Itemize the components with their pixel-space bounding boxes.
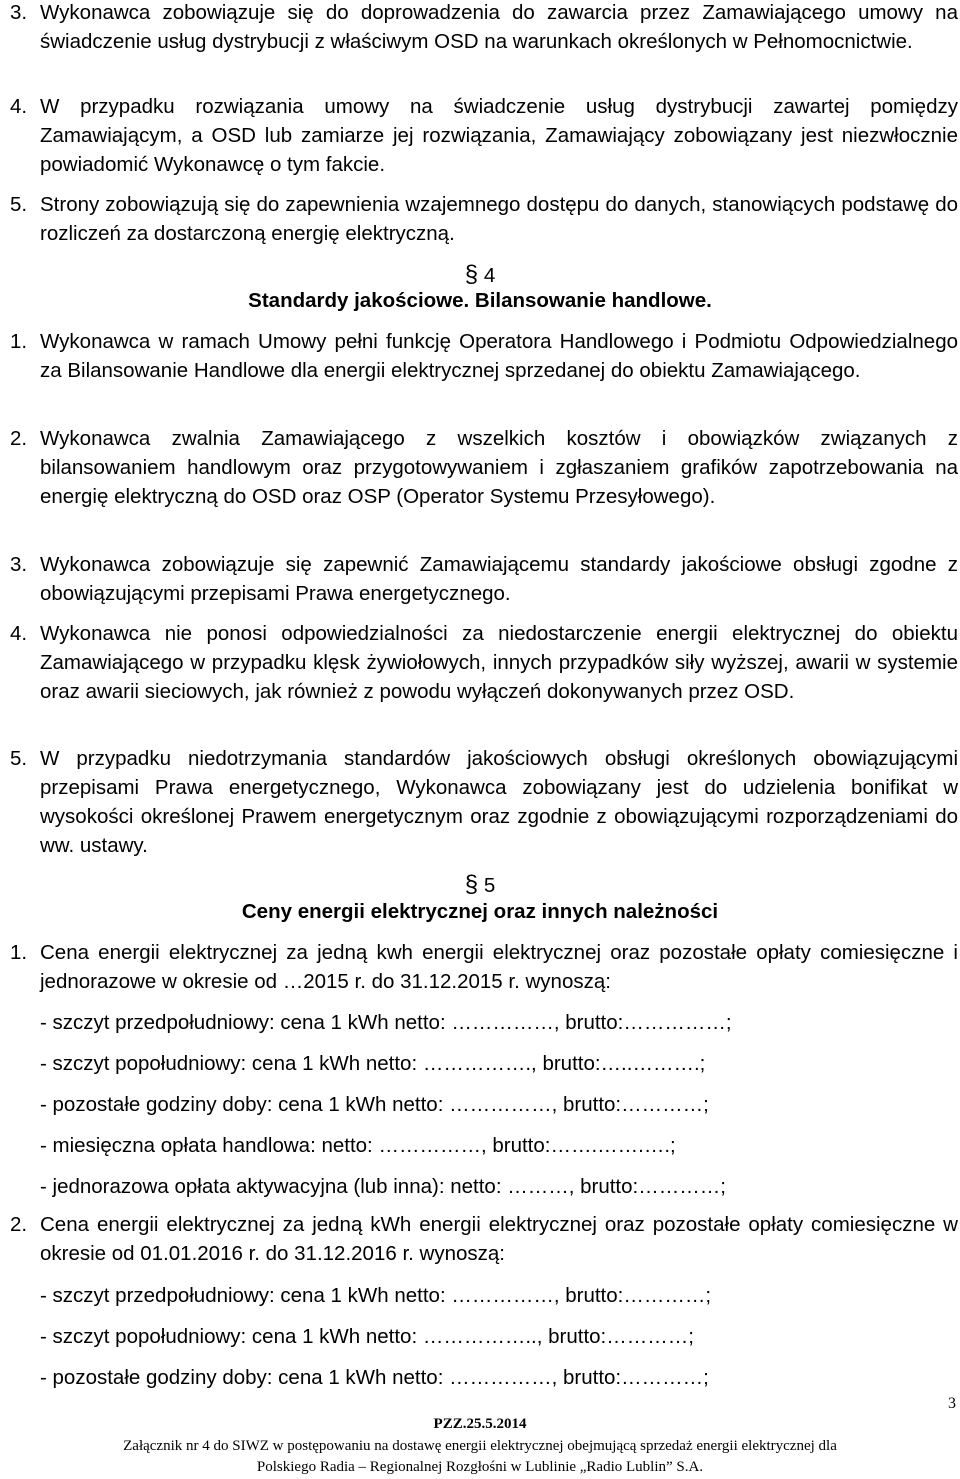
item-text: W przypadku niedotrzymania standardów jakościowych obsługi określonych obowiązującymi przepisami Prawa energetycznego, Wykonawca zobowiązany jest do udzielenia bonifikat w wysokości określonej Prawem energetycznym oraz zgodnie z obowiązującymi rozporządzeniami do ww. ustawy.: [40, 747, 958, 857]
price-line: - pozostałe godziny doby: cena 1 kWh netto: ……………, brutto:…………;: [40, 1366, 709, 1389]
section-number: 5: [483, 874, 496, 897]
paragraph-5: [10, 190, 958, 248]
item-text: W przypadku rozwiązania umowy na świadczenie usług dystrybucji zawartej pomiędzy Zamawiającym, a OSD lub zamiarze jej rozwiązania, Zamawiający zobowiązany jest niezwłocznie powiadomić Wykonawcę o tym fakcie.: [40, 95, 958, 176]
price-line: - pozostałe godziny doby: cena 1 kWh netto: ……………, brutto:…………;: [40, 1093, 709, 1116]
price-line: - szczyt przedpołudniowy: cena 1 kWh netto: ……………, brutto:…………;: [40, 1284, 712, 1307]
item-number: 2.: [10, 427, 28, 450]
item-number: 5.: [10, 747, 28, 770]
section-sign: §: [464, 261, 479, 288]
paragraph-4: [10, 92, 958, 179]
page-number: 3: [948, 1395, 956, 1412]
paragraph-3: [10, 0, 958, 56]
s4-paragraph-2: [10, 424, 958, 511]
item-text: Wykonawca nie ponosi odpowiedzialności za niedostarczenie energii elektrycznej do obiektu Zamawiającego w przypadku klęsk żywiołowych, innych przypadków siły wyższej, awarii w systemie oraz awarii sieciowych, jak również z powodu wyłączeń dokonywanych przez OSD.: [40, 622, 958, 703]
s4-paragraph-3: [10, 550, 958, 608]
s4-paragraph-5: [10, 744, 958, 860]
item-text: Cena energii elektrycznej za jedną kWh energii elektrycznej oraz pozostałe opłaty comiesięczne w okresie od 01.01.2016 r. do 31.12.2016 r. wynoszą:: [40, 1213, 958, 1265]
item-text: Strony zobowiązują się do zapewnienia wzajemnego dostępu do danych, stanowiących podstawę do rozliczeń za dostarczoną energię elektryczną.: [40, 193, 958, 245]
section-5-title: Ceny energii elektrycznej oraz innych należności: [241, 900, 719, 923]
section-4-number: [0, 262, 960, 289]
s5-paragraph-2: [10, 1210, 958, 1268]
item-text: Wykonawca zobowiązuje się zapewnić Zamawiającemu standardy jakościowe obsługi zgodne z obowiązującymi przepisami Prawa energetycznego.: [40, 553, 958, 605]
item-text: Wykonawca zobowiązuje się do doprowadzenia do zawarcia przez Zamawiającego umowy na świadczenie usług dystrybucji z właściwym OSD na warunkach określonych w Pełnomocnictwie.: [40, 1, 958, 53]
price-line: - szczyt przedpołudniowy: cena 1 kWh netto: ……………, brutto:……………;: [40, 1011, 732, 1034]
item-number: 1.: [10, 330, 28, 353]
footer-document-id: PZZ.25.5.2014: [433, 1416, 527, 1432]
item-number: 2.: [10, 1213, 28, 1236]
section-sign: §: [464, 871, 479, 898]
item-number: 3.: [10, 553, 28, 576]
item-number: 5.: [10, 193, 28, 216]
section-5-number: [0, 872, 960, 899]
s4-paragraph-1: [10, 327, 958, 385]
item-number: 4.: [10, 95, 28, 118]
footer-line-2: Polskiego Radia – Regionalnej Rozgłośni w Lublinie „Radio Lublin” S.A.: [256, 1459, 704, 1475]
footer-line-1: Załącznik nr 4 do SIWZ w postępowaniu na dostawę energii elektrycznej obejmującą sprzedaż energii elektrycznej dla: [123, 1438, 837, 1454]
item-text: Wykonawca w ramach Umowy pełni funkcję Operatora Handlowego i Podmiotu Odpowiedzialnego za Bilansowanie Handlowe dla energii elektrycznej sprzedanej do obiektu Zamawiającego.: [40, 330, 958, 382]
item-number: 1.: [10, 941, 28, 964]
price-line: - jednorazowa opłata aktywacyjna (lub inna): netto: ………, brutto:…………;: [40, 1175, 726, 1198]
price-line: - szczyt popołudniowy: cena 1 kWh netto: ……………., brutto:…..……….;: [40, 1052, 706, 1075]
price-line: - miesięczna opłata handlowa: netto: ……………, brutto:…….…….….;: [40, 1134, 676, 1157]
item-text: Cena energii elektrycznej za jedną kwh energii elektrycznej oraz pozostałe opłaty comiesięczne i jednorazowe w okresie od …2015 r. do 31.12.2015 r. wynoszą:: [40, 941, 958, 993]
section-number: 4: [483, 264, 496, 287]
s4-paragraph-4: [10, 619, 958, 706]
s5-paragraph-1: [10, 938, 958, 996]
section-4-title: Standardy jakościowe. Bilansowanie handlowe.: [248, 289, 712, 312]
item-number: 4.: [10, 622, 28, 645]
item-number: 3.: [10, 1, 28, 24]
item-text: Wykonawca zwalnia Zamawiającego z wszelkich kosztów i obowiązków związanych z bilansowaniem handlowym oraz przygotowywaniem i zgłaszaniem grafików zapotrzebowania na energię elektryczną do OSD oraz OSP (Operator Systemu Przesyłowego).: [40, 427, 958, 508]
price-line: - szczyt popołudniowy: cena 1 kWh netto: …………….., brutto:…………;: [40, 1325, 694, 1348]
